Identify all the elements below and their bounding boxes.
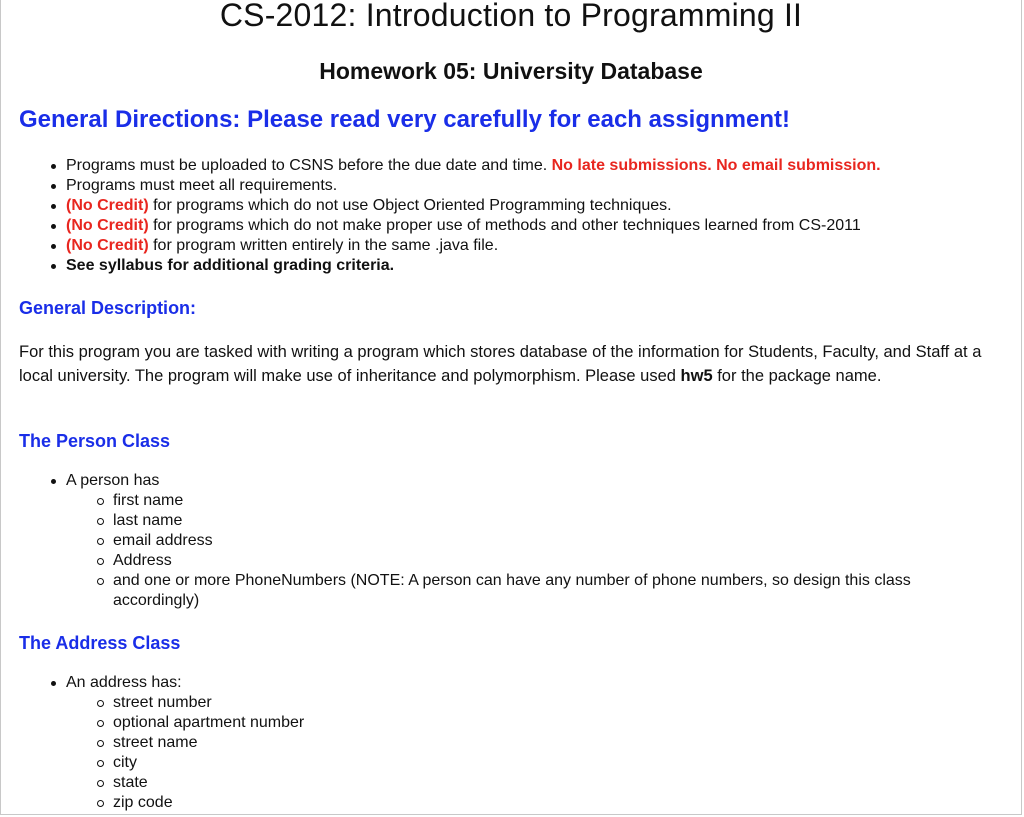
address-intro: An address has: [66, 674, 182, 691]
person-intro: A person has [66, 472, 160, 489]
list-item: email address [66, 531, 979, 551]
list-item: city [66, 753, 979, 773]
syllabus-note: See syllabus for additional grading criteria. [66, 257, 395, 274]
list-item: zip code [66, 793, 979, 813]
page-title: CS-2012: Introduction to Programming II [219, 0, 803, 33]
no-credit-label: (No Credit) [66, 237, 149, 254]
address-class-heading: The Address Class [19, 633, 181, 653]
list-item [19, 216, 1009, 236]
list-item: last name [66, 511, 979, 531]
list-item [19, 236, 1009, 256]
directions-item-3-text: for programs which do not use Object Oriented Programming techniques. [148, 197, 672, 214]
no-credit-label: (No Credit) [66, 197, 149, 214]
list-item: optional apartment number [66, 713, 979, 733]
person-class-list [19, 471, 979, 611]
directions-item-2-text: Programs must meet all requirements. [66, 177, 338, 194]
list-item [19, 256, 1009, 276]
general-description-heading: General Description: [19, 298, 197, 318]
package-name: hw5 [680, 367, 713, 385]
directions-item-1-text: Programs must be uploaded to CSNS before the due date and time. [66, 157, 552, 174]
list-item [19, 196, 1009, 216]
list-item: street number [66, 693, 979, 713]
directions-item-5-text: for program written entirely in the same .java file. [148, 237, 499, 254]
general-description-paragraph [19, 340, 994, 388]
list-item: state [66, 773, 979, 793]
list-item [19, 156, 1009, 176]
directions-item-4-text: for programs which do not make proper use of methods and other techniques learned from CS-2011 [148, 217, 861, 234]
list-item: and one or more PhoneNumbers (NOTE: A person can have any number of phone numbers, so design this class accordingly) [66, 571, 979, 611]
list-item [19, 673, 979, 813]
person-fields-list [66, 491, 979, 611]
description-text-after: for the package name. [712, 367, 882, 385]
list-item: first name [66, 491, 979, 511]
person-class-heading: The Person Class [19, 431, 171, 451]
no-credit-label: (No Credit) [66, 217, 149, 234]
description-text-before: For this program you are tasked with writing a program which stores database of the information for Students, Faculty, and Staff at a local university. The program will make use of inheritance and polymorphism. Please used [19, 343, 982, 385]
general-directions-heading: General Directions: Please read very carefully for each assignment! [19, 106, 790, 133]
page-subtitle: Homework 05: University Database [319, 58, 703, 84]
address-fields-list [66, 693, 979, 813]
list-item [19, 471, 979, 611]
list-item: street name [66, 733, 979, 753]
address-class-list [19, 673, 979, 813]
directions-list [19, 156, 1009, 276]
no-late-submission-warning: No late submissions. No email submission. [551, 157, 881, 174]
list-item: Address [66, 551, 979, 571]
list-item [19, 176, 1009, 196]
